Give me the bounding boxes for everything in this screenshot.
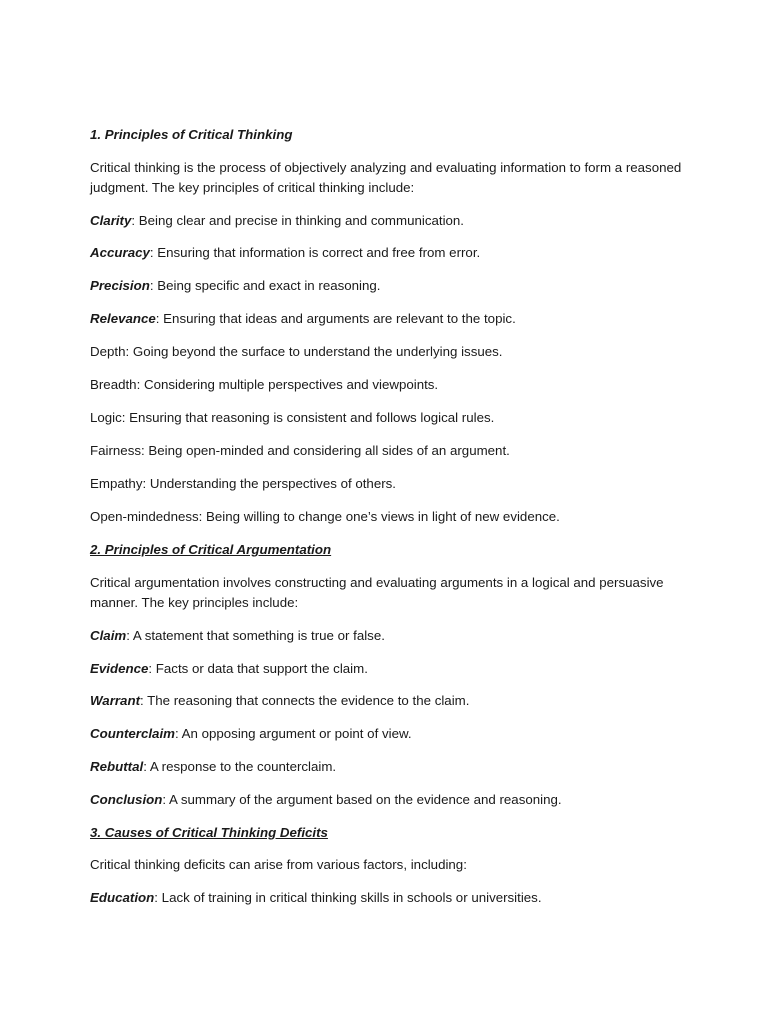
term-label: Rebuttal [90,759,144,774]
term-label: Accuracy [90,245,150,260]
term-definition: : Being clear and precise in thinking and communication. [131,213,465,228]
term-definition: : Facts or data that support the claim. [148,661,368,676]
paragraph-line: judgment. The key principles of critical thinking include: [90,180,415,195]
section-heading-causes-critical-thinking-deficits: 3. Causes of Critical Thinking Deficits [90,825,328,840]
term-label: Warrant [90,693,140,708]
list-item-empathy: Empathy: Understanding the perspectives of others. [90,476,396,491]
list-item-education [90,888,690,908]
paragraph-line: manner. The key principles include: [90,595,299,610]
term-definition: : Being specific and exact in reasoning. [149,278,381,293]
term-label: Evidence [90,661,149,676]
term-definition: : A statement that something is true or false. [126,628,385,643]
list-item-counterclaim [90,724,690,744]
list-item-breadth: Breadth: Considering multiple perspectives and viewpoints. [90,377,439,392]
list-item-warrant [90,691,690,711]
term-label: Precision [90,278,150,293]
term-label: Counterclaim [90,726,175,741]
list-item-evidence [90,659,690,679]
term-definition: : A summary of the argument based on the evidence and reasoning. [162,792,562,807]
term-definition: : Lack of training in critical thinking skills in schools or universities. [154,890,542,905]
term-label: Relevance [90,311,156,326]
list-item-depth: Depth: Going beyond the surface to understand the underlying issues. [90,344,503,359]
paragraph-line: Critical thinking deficits can arise from various factors, including: [90,857,467,872]
list-item-accuracy [90,243,690,263]
term-label: Education [90,890,155,905]
term-label: Conclusion [90,792,163,807]
list-item-claim [90,626,690,646]
list-item-clarity [90,211,690,231]
term-definition: : Ensuring that ideas and arguments are relevant to the topic. [155,311,516,326]
term-definition: : Ensuring that information is correct and free from error. [149,245,481,260]
term-label: Clarity [90,213,132,228]
term-definition: : The reasoning that connects the evidence to the claim. [140,693,470,708]
list-item-precision [90,276,690,296]
list-item-open-mindedness: Open-mindedness: Being willing to change one’s views in light of new evidence. [90,509,560,524]
list-item-fairness: Fairness: Being open-minded and considering all sides of an argument. [90,443,510,458]
list-item-relevance [90,309,690,329]
list-item-logic: Logic: Ensuring that reasoning is consistent and follows logical rules. [90,410,495,425]
term-definition: : An opposing argument or point of view. [174,726,412,741]
term-definition: : A response to the counterclaim. [143,759,337,774]
term-label: Claim [90,628,127,643]
section-heading-principles-critical-thinking: 1. Principles of Critical Thinking [90,127,293,142]
list-item-conclusion [90,790,690,810]
list-item-rebuttal [90,757,690,777]
paragraph-line: Critical thinking is the process of objectively analyzing and evaluating information to form a reasoned [90,160,682,175]
paragraph-line: Critical argumentation involves constructing and evaluating arguments in a logical and persuasive [90,575,664,590]
section-heading-principles-critical-argumentation: 2. Principles of Critical Argumentation [90,542,332,557]
